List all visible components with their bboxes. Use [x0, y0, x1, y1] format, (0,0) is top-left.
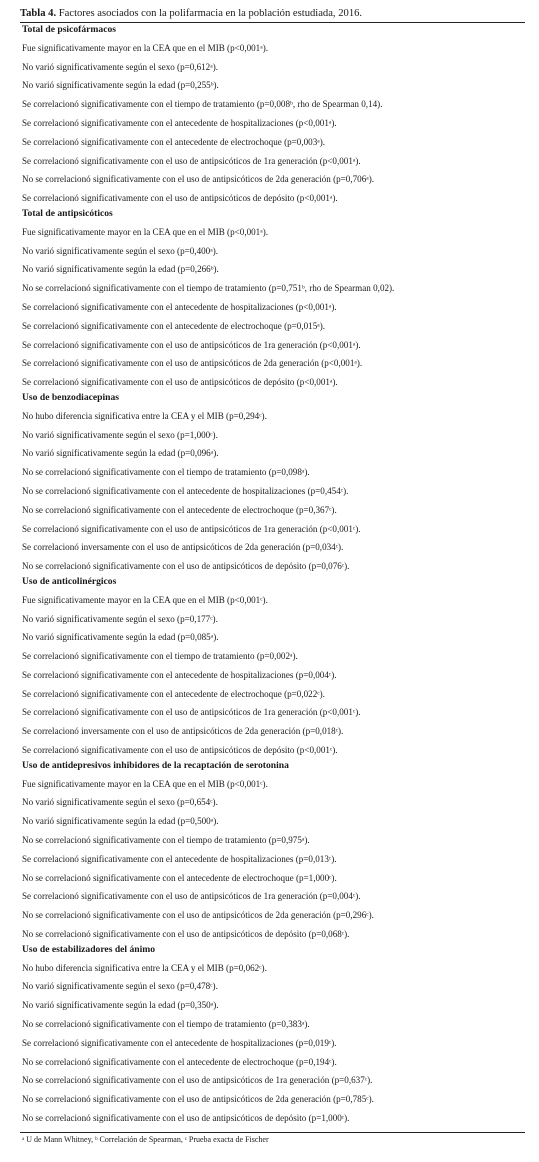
table-row: No se correlacionó significativamente con el uso de antipsicóticos de 2da generación (p=0,296ᶜ). — [22, 910, 374, 921]
section-title: Uso de antidepresivos inhibidores de la recaptación de serotonina — [22, 759, 289, 771]
table-row: Se correlacionó inversamente con el uso de antipsicóticos de 2da generación (p=0,018ᶜ). — [22, 726, 344, 737]
table-section — [20, 576, 525, 760]
table-row: No se correlacionó significativamente con el uso de antipsicóticos de depósito (p=1,000ᶜ). — [22, 1113, 350, 1124]
table-row: No se correlacionó significativamente con el antecedente de hospitalizaciones (p=0,454ᶜ). — [22, 485, 349, 496]
table-row: Se correlacionó significativamente con el tiempo de tratamiento (p=0,008ᵇ, rho de Spearman 0,14). — [22, 99, 383, 110]
table-footnote: ᵃ U de Mann Whitney, ᵇ Correlación de Spearman, ᶜ Prueba exacta de Fischer — [22, 1134, 269, 1144]
table-row: No varió significativamente según la edad (p=0,266ᵇ). — [22, 264, 219, 275]
table-row: Se correlacionó significativamente con el antecedente de electrochoque (p=0,022ᶜ). — [22, 688, 325, 699]
table-row: Fue significativamente mayor en la CEA que en el MIB (p<0,001ᶜ). — [22, 778, 268, 789]
table-row: No varió significativamente según la edad (p=0,500ᵃ). — [22, 816, 219, 827]
table-row: Se correlacionó significativamente con el antecedente de hospitalizaciones (p=0,004ᶜ). — [22, 669, 337, 680]
table-row: No se correlacionó significativamente con el tiempo de tratamiento (p=0,383ᵃ). — [22, 1019, 310, 1030]
table-row: No se correlacionó significativamente con el tiempo de tratamiento (p=0,751ᵇ, rho de Spearman 0,02). — [22, 283, 395, 294]
table-section — [20, 208, 525, 392]
table-row: No hubo diferencia significativa entre la CEA y el MIB (p=0,294ᶜ). — [22, 410, 267, 421]
section-title: Uso de anticolinérgicos — [22, 575, 117, 587]
table-caption-text: Factores asociados con la polifarmacia en la población estudiada, 2016. — [56, 8, 363, 19]
table-section — [20, 944, 525, 1128]
table-row: No se correlacionó significativamente con el antecedente de electrochoque (p=1,000ᶜ). — [22, 872, 337, 883]
table-row: Se correlacionó significativamente con el antecedente de hospitalizaciones (p<0,001ᵃ). — [22, 117, 337, 128]
table-row: No se correlacionó significativamente con el uso de antipsicóticos de depósito (p=0,068ᶜ). — [22, 929, 350, 940]
table-container — [20, 8, 525, 1146]
table-row: Se correlacionó significativamente con el uso de antipsicóticos de depósito (p<0,001ᵃ). — [22, 193, 338, 204]
table-row: No se correlacionó significativamente con el tiempo de tratamiento (p=0,098ᵃ). — [22, 467, 310, 478]
table-row: No varió significativamente según el sexo (p=0,177ᶜ). — [22, 613, 218, 624]
table-row: Se correlacionó significativamente con el uso de antipsicóticos de 1ra generación (p<0,001ᶜ). — [22, 707, 361, 718]
table-row: Se correlacionó significativamente con el uso de antipsicóticos de depósito (p<0,001ᵃ). — [22, 377, 338, 388]
table-caption-label: Tabla 4. — [20, 8, 57, 19]
table-row: Se correlacionó significativamente con el tiempo de tratamiento (p=0,002ᵃ). — [22, 651, 298, 662]
table-row: Fue significativamente mayor en la CEA que en el MIB (p<0,001ᶜ). — [22, 594, 268, 605]
table-row: Se correlacionó inversamente con el uso de antipsicóticos de 2da generación (p=0,034ᶜ). — [22, 542, 344, 553]
table-section — [20, 392, 525, 576]
table-row: Se correlacionó significativamente con el antecedente de hospitalizaciones (p=0,013ᶜ). — [22, 853, 337, 864]
table-row: Se correlacionó significativamente con el uso de antipsicóticos de 1ra generación (p=0,004ᶜ). — [22, 891, 361, 902]
table-top-rule — [20, 22, 525, 23]
table-row: Se correlacionó significativamente con el uso de antipsicóticos de 1ra generación (p<0,001ᶜ). — [22, 523, 361, 534]
table-row: Se correlacionó significativamente con el antecedente de electrochoque (p=0,003ᵃ). — [22, 136, 326, 147]
table-row: No hubo diferencia significativa entre la CEA y el MIB (p=0,062ᶜ). — [22, 962, 267, 973]
table-row: Fue significativamente mayor en la CEA que en el MIB (p<0,001ᵃ). — [22, 226, 269, 237]
table-row: No se correlacionó significativamente con el uso de antipsicóticos de depósito (p=0,076ᶜ). — [22, 561, 350, 572]
table-row: Se correlacionó significativamente con el uso de antipsicóticos de 1ra generación (p<0,001ᵃ). — [22, 155, 361, 166]
table-row: No varió significativamente según el sexo (p=0,654ᶜ). — [22, 797, 218, 808]
section-title: Uso de estabilizadores del ánimo — [22, 943, 156, 955]
table-row: No se correlacionó significativamente con el uso de antipsicóticos de 1ra generación (p=0,637ᶜ). — [22, 1075, 373, 1086]
table-row: No varió significativamente según la edad (p=0,350ᵃ). — [22, 1000, 219, 1011]
table-row: Se correlacionó significativamente con el uso de antipsicóticos de depósito (p<0,001ᶜ). — [22, 745, 338, 756]
table-row: No varió significativamente según el sexo (p=0,612ᵃ). — [22, 61, 219, 72]
table-row: Fue significativamente mayor en la CEA que en el MIB (p<0,001ᵃ). — [22, 42, 269, 53]
table-row: Se correlacionó significativamente con el antecedente de hospitalizaciones (p<0,001ᵃ). — [22, 301, 337, 312]
section-title: Uso de benzodiacepinas — [22, 391, 120, 403]
table-body — [20, 24, 525, 1128]
table-row: No varió significativamente según el sexo (p=0,478ᶜ). — [22, 981, 218, 992]
table-row: No varió significativamente según la edad (p=0,255ᵇ). — [22, 80, 219, 91]
table-row: No se correlacionó significativamente con el uso de antipsicóticos de 2da generación (p=0,706ᵃ). — [22, 174, 375, 185]
table-section — [20, 760, 525, 944]
table-section — [20, 24, 525, 208]
table-row: No varió significativamente según la edad (p=0,096ᵃ). — [22, 448, 219, 459]
table-row: No varió significativamente según el sexo (p=0,400ᵃ). — [22, 245, 219, 256]
table-row: Se correlacionó significativamente con el antecedente de hospitalizaciones (p=0,019ᶜ). — [22, 1037, 337, 1048]
table-row: No se correlacionó significativamente con el uso de antipsicóticos de 2da generación (p=0,785ᶜ). — [22, 1094, 374, 1105]
table-row: Se correlacionó significativamente con el uso de antipsicóticos de 1ra generación (p<0,001ᵃ). — [22, 339, 361, 350]
table-row: No se correlacionó significativamente con el tiempo de tratamiento (p=0,975ᵃ). — [22, 835, 310, 846]
table-row: No se correlacionó significativamente con el antecedente de electrochoque (p=0,367ᶜ). — [22, 504, 337, 515]
table-row: No varió significativamente según la edad (p=0,085ᵃ). — [22, 632, 219, 643]
table-bottom-rule — [20, 1132, 525, 1133]
table-caption — [20, 8, 525, 22]
table-row: No varió significativamente según el sexo (p=1,000ᶜ). — [22, 429, 218, 440]
table-row: Se correlacionó significativamente con el antecedente de electrochoque (p=0,015ᵃ). — [22, 320, 326, 331]
table-row: No se correlacionó significativamente con el antecedente de electrochoque (p=0,194ᶜ). — [22, 1056, 337, 1067]
section-title: Total de antipsicóticos — [22, 207, 113, 219]
table-row: Se correlacionó significativamente con el uso de antipsicóticos de 2da generación (p<0,001ᵃ). — [22, 358, 363, 369]
section-title: Total de psicofármacos — [22, 24, 116, 35]
